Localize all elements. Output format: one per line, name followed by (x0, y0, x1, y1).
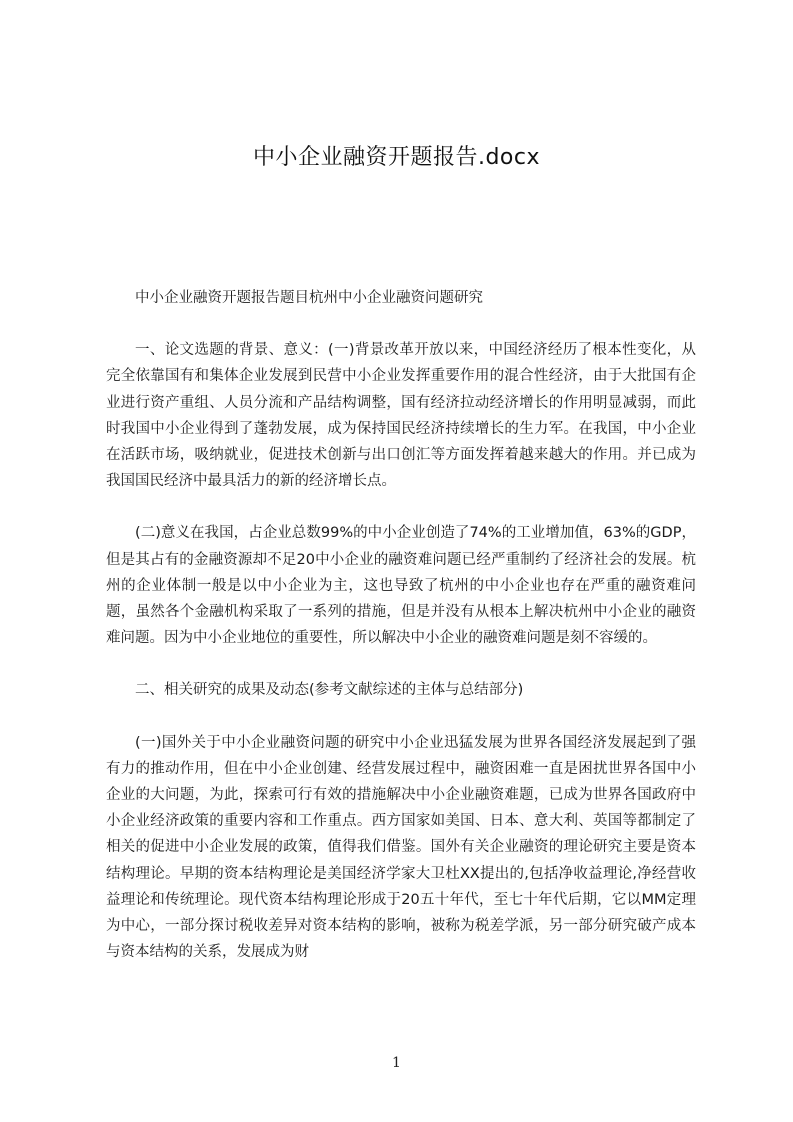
paragraph-report-topic: 中小企业融资开题报告题目杭州中小企业融资问题研究 (135, 290, 483, 306)
section-heading-related-research: 二、相关研究的成果及动态(参考文献综述的主体与总结部分) (135, 682, 524, 699)
page-number: 1 (392, 1055, 401, 1071)
paragraph-background: 一、论文选题的背景、意义：(一)背景改革开放以来，中国经济经历了根本性变化，从完全依靠国有和集体企业发展到民营中小企业发挥重要作用的混合性经济，由于大批国有企业进行资产重组、人员分流和产品结构调整，国有经济拉动经济增长的作用明显减弱，而此时我国中小企业得到了蓬勃发展，成为保持国民经济持续增长的生力军。在我国，中小企业在活跃市场，吸纳就业，促进技术创新与出口创汇等方面发挥着越来越大的作用。并已成为我国国民经济中最具活力的新的经济增长点。 (106, 342, 696, 490)
document-body (106, 285, 696, 991)
document-title: 中小企业融资开题报告.docx (252, 145, 541, 170)
paragraph-significance: (二)意义在我国，占企业总数99%的中小企业创造了74%的工业增加值，63%的GDP，但是其占有的金融资源却不足20中小企业的融资难问题已经严重制约了经济社会的发展。杭州的企业体制一般是以中小企业为主，这也导致了杭州的中小企业也存在严重的融资难问题，虽然各个金融机构采取了一系列的措施，但是并没有从根本上解决杭州中小企业的融资难问题。因为中小企业地位的重要性，所以解决中小企业的融资难问题是刻不容缓的。 (106, 525, 696, 647)
paragraph-foreign-research: (一)国外关于中小企业融资问题的研究中小企业迅猛发展为世界各国经济发展起到了强有力的推动作用，但在中小企业创建、经营发展过程中，融资困难一直是困扰世界各国中小企业的大问题，为此，探索可行有效的措施解决中小企业融资难题，已成为世界各国政府中小企业经济政策的重要内容和工作重点。西方国家如美国、日本、意大利、英国等都制定了相关的促进中小企业发展的政策，值得我们借鉴。国外有关企业融资的理论研究主要是资本结构理论。早期的资本结构理论是美国经济学家大卫杜XX提出的,包括净收益理论,净经营收益理论和传统理论。现代资本结构理论形成于20五十年代，至七十年代后期，它以MM定理为中心，一部分探讨税收差异对资本结构的影响，被称为税差学派，另一部分研究破产成本与资本结构的关系，发展成为财 (106, 734, 696, 961)
